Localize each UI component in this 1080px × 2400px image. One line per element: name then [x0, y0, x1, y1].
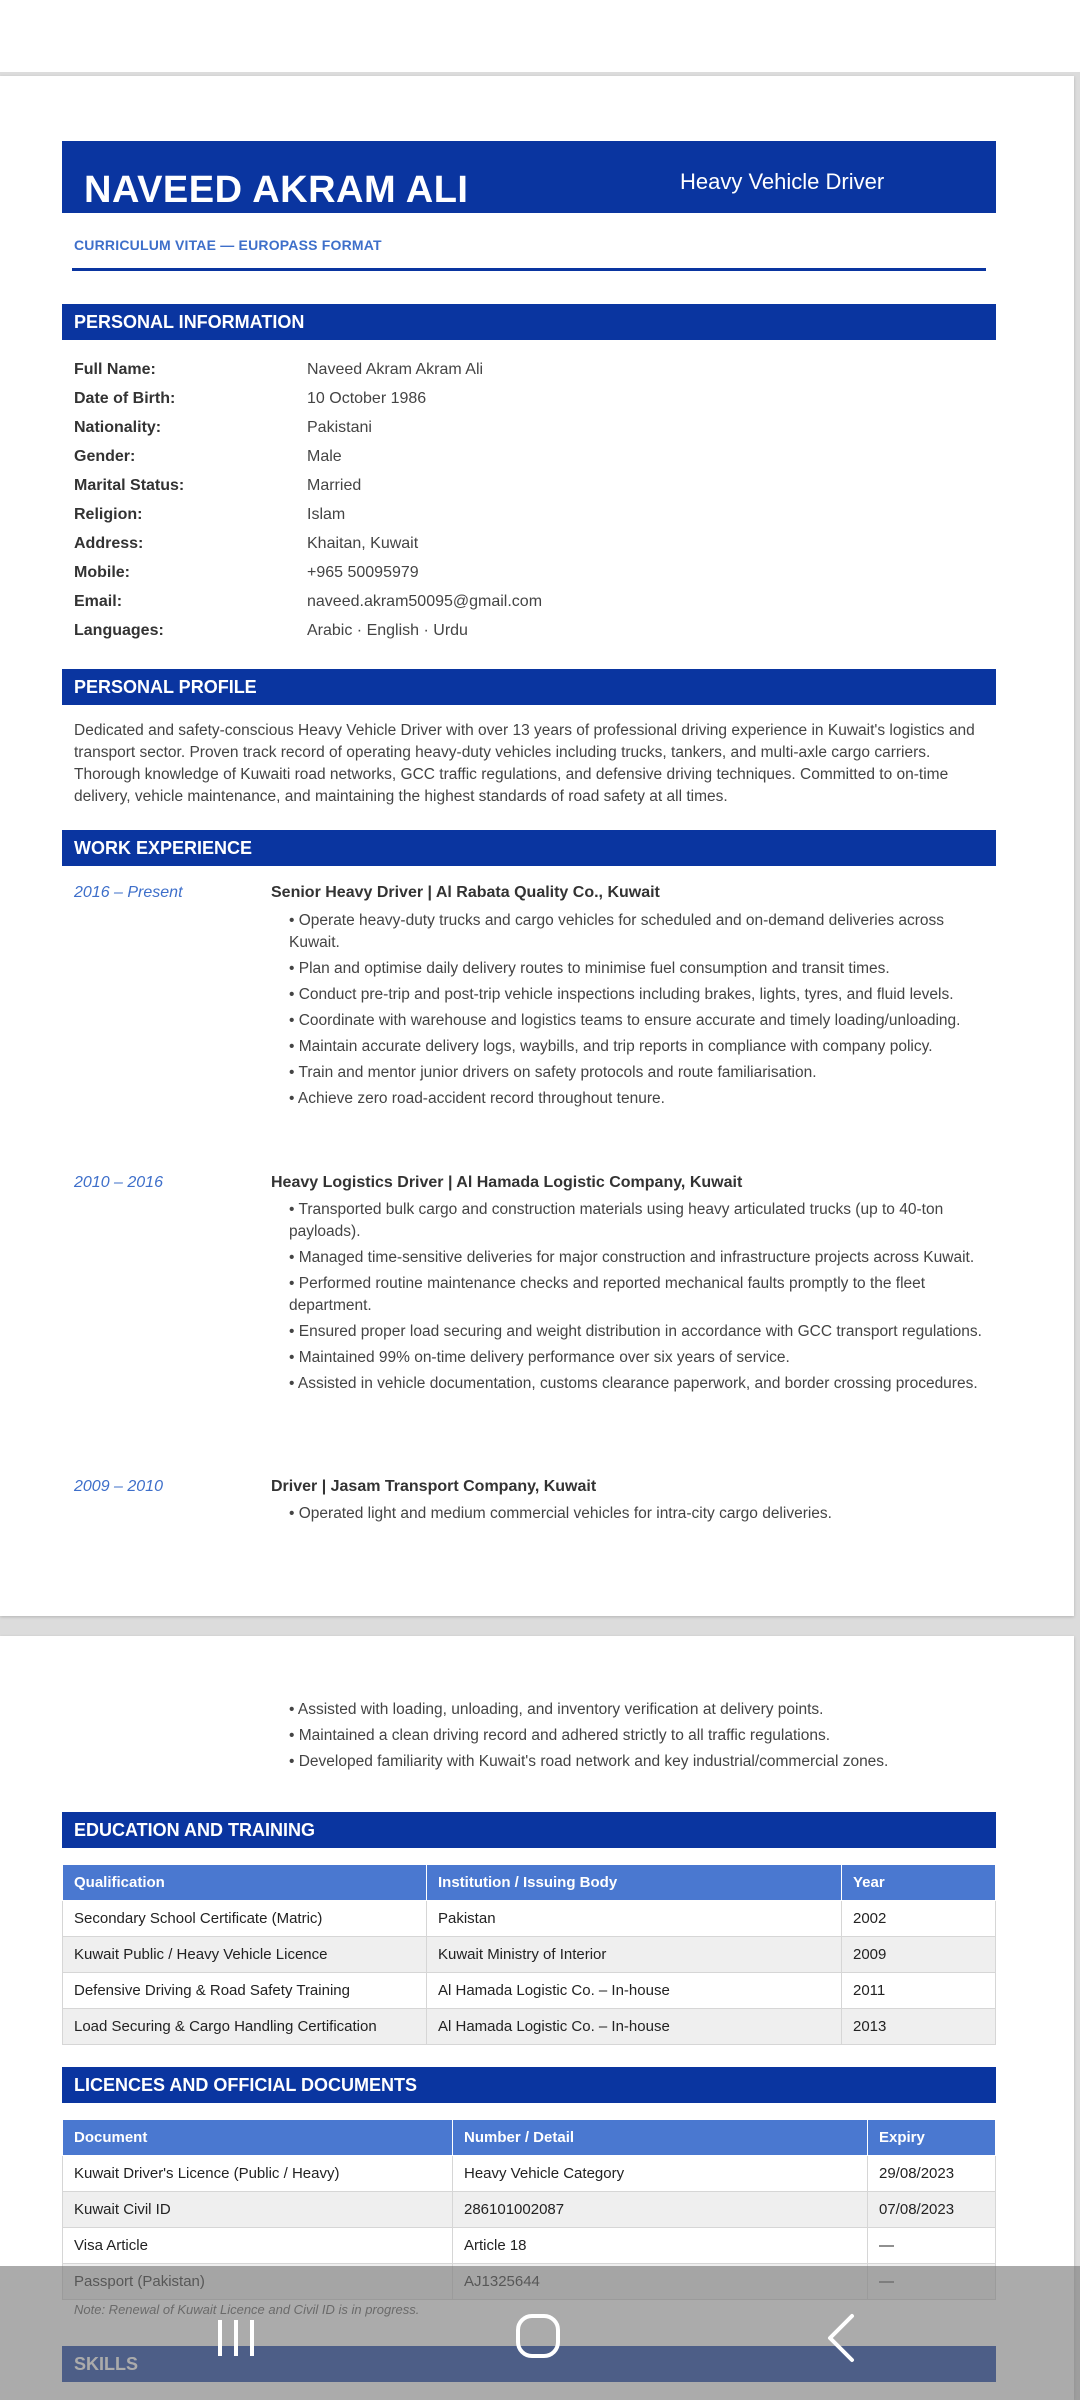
table-cell: Secondary School Certificate (Matric) [63, 1901, 427, 1937]
list-item: • Maintained a clean driving record and adhered strictly to all traffic regulations. [289, 1727, 831, 1744]
list-item: • Conduct pre-trip and post-trip vehicle inspections including brakes, lights, tyres, and fluid levels. [289, 986, 954, 1003]
table-cell: 2009 [842, 1937, 996, 1973]
column-header: Institution / Issuing Body [427, 1865, 842, 1901]
info-value: Married [307, 477, 362, 494]
viewer-top-area [0, 0, 1080, 72]
job-date: 2010 – 2016 [74, 1174, 163, 1191]
table-cell: Defensive Driving & Road Safety Training [63, 1973, 427, 2009]
info-value: Male [307, 448, 342, 465]
section-personal-profile: PERSONAL PROFILE [62, 669, 996, 705]
info-label: Gender: [74, 448, 136, 465]
info-value: Pakistani [307, 419, 372, 436]
info-row [74, 535, 974, 555]
info-value: Khaitan, Kuwait [307, 535, 419, 552]
table-cell: Pakistan [427, 1901, 842, 1937]
info-label: Date of Birth: [74, 390, 176, 407]
system-navigation-bar [0, 2266, 1080, 2400]
job-role: Driver | Jasam Transport Company, Kuwait [271, 1478, 597, 1495]
job-bullets [289, 910, 989, 1114]
table-row [63, 1973, 996, 2009]
table-cell: Al Hamada Logistic Co. – In-house [427, 2009, 842, 2045]
table-header-row [63, 2120, 996, 2156]
list-item: • Transported bulk cargo and construction materials using heavy articulated trucks (up to 40-ton payloads). [289, 1201, 944, 1240]
column-header: Expiry [868, 2120, 996, 2156]
list-item: • Maintained 99% on-time delivery performance over six years of service. [289, 1349, 790, 1366]
job-bullets-continued [289, 1699, 989, 1777]
column-header: Number / Detail [453, 2120, 868, 2156]
info-row [74, 477, 974, 497]
table-cell: Kuwait Civil ID [63, 2192, 453, 2228]
info-label: Religion: [74, 506, 143, 523]
table-cell: 2002 [842, 1901, 996, 1937]
list-item: • Assisted in vehicle documentation, customs clearance paperwork, and border crossing procedures. [289, 1375, 978, 1392]
list-item: • Performed routine maintenance checks and reported mechanical faults promptly to the fleet department. [289, 1275, 926, 1314]
info-label: Languages: [74, 622, 164, 639]
home-icon[interactable] [498, 2306, 578, 2366]
table-row [63, 2228, 996, 2264]
list-item: • Achieve zero road-accident record throughout tenure. [289, 1090, 665, 1107]
recent-apps-icon[interactable] [196, 2306, 276, 2366]
info-row [74, 506, 974, 526]
back-icon[interactable] [800, 2306, 880, 2366]
info-row [74, 361, 974, 381]
info-label: Address: [74, 535, 144, 552]
info-label: Mobile: [74, 564, 130, 581]
list-item: • Developed familiarity with Kuwait's road network and key industrial/commercial zones. [289, 1753, 889, 1770]
list-item: • Managed time-sensitive deliveries for major construction and infrastructure projects across Kuwait. [289, 1249, 975, 1266]
info-value: Arabic · English · Urdu [307, 622, 468, 639]
job-bullets [289, 1503, 989, 1529]
section-work-experience: WORK EXPERIENCE [62, 830, 996, 866]
profile-text: Dedicated and safety-conscious Heavy Vehicle Driver with over 13 years of professional driving experience in Kuwait's logistics and transport sector. Proven track record of operating heavy-duty vehicles including trucks, tankers, and multi-axle cargo carriers. Thorough knowledge of Kuwaiti road networks, GCC traffic regulations, and defensive driving techniques. Committed to on-time delivery, vehicle maintenance, and maintaining the highest standards of road safety at all times. [74, 722, 975, 805]
table-cell: Visa Article [63, 2228, 453, 2264]
info-value: 10 October 1986 [307, 390, 427, 407]
table-cell: Kuwait Driver's Licence (Public / Heavy) [63, 2156, 453, 2192]
info-value: Islam [307, 506, 346, 523]
table-header-row [63, 1865, 996, 1901]
table-row [63, 1937, 996, 1973]
table-cell: 2013 [842, 2009, 996, 2045]
info-row [74, 390, 974, 410]
job-date: 2016 – Present [74, 884, 183, 901]
list-item: • Coordinate with warehouse and logistics teams to ensure accurate and timely loading/unloading. [289, 1012, 961, 1029]
job-role: Senior Heavy Driver | Al Rabata Quality Co., Kuwait [271, 884, 660, 901]
info-row [74, 593, 974, 613]
info-value: Naveed Akram Akram Ali [307, 361, 484, 378]
list-item: • Maintain accurate delivery logs, waybills, and trip reports in compliance with company policy. [289, 1038, 933, 1055]
list-item: • Operated light and medium commercial vehicles for intra-city cargo deliveries. [289, 1505, 832, 1522]
section-licences: LICENCES AND OFFICIAL DOCUMENTS [62, 2067, 996, 2103]
job-bullets [289, 1199, 989, 1399]
section-personal-information: PERSONAL INFORMATION [62, 304, 996, 340]
table-cell: Heavy Vehicle Category [453, 2156, 868, 2192]
table-row [63, 2156, 996, 2192]
table-cell: Article 18 [453, 2228, 868, 2264]
table-cell: 286101002087 [453, 2192, 868, 2228]
info-row [74, 448, 974, 468]
info-row [74, 419, 974, 439]
info-label: Full Name: [74, 361, 156, 378]
job-role: Heavy Logistics Driver | Al Hamada Logistic Company, Kuwait [271, 1174, 743, 1191]
column-header: Year [842, 1865, 996, 1901]
table-cell: — [868, 2228, 996, 2264]
cv-format-label: CURRICULUM VITAE — EUROPASS FORMAT [74, 237, 382, 253]
column-header: Document [63, 2120, 453, 2156]
info-label: Nationality: [74, 419, 162, 436]
job-title: Heavy Vehicle Driver [680, 169, 885, 194]
table-cell: Kuwait Public / Heavy Vehicle Licence [63, 1937, 427, 1973]
list-item: • Assisted with loading, unloading, and inventory verification at delivery points. [289, 1701, 824, 1718]
table-row [63, 2192, 996, 2228]
name-banner [62, 141, 996, 213]
info-label: Marital Status: [74, 477, 185, 494]
info-row [74, 622, 974, 642]
info-row [74, 564, 974, 584]
table-row [63, 2009, 996, 2045]
list-item: • Train and mentor junior drivers on safety protocols and route familiarisation. [289, 1064, 817, 1081]
table-cell: Al Hamada Logistic Co. – In-house [427, 1973, 842, 2009]
list-item: • Ensured proper load securing and weight distribution in accordance with GCC transport regulations. [289, 1323, 982, 1340]
table-cell: Kuwait Ministry of Interior [427, 1937, 842, 1973]
email-value[interactable]: naveed.akram50095@gmail.com [307, 593, 543, 610]
section-education: EDUCATION AND TRAINING [62, 1812, 996, 1848]
education-table [62, 1864, 996, 2045]
list-item: • Operate heavy-duty trucks and cargo vehicles for scheduled and on-demand deliveries across Kuwait. [289, 912, 945, 951]
candidate-name: NAVEED AKRAM ALI [84, 169, 469, 211]
table-cell: 07/08/2023 [868, 2192, 996, 2228]
info-label: Email: [74, 593, 123, 610]
table-cell: 29/08/2023 [868, 2156, 996, 2192]
column-header: Qualification [63, 1865, 427, 1901]
header-divider [72, 268, 986, 271]
table-cell: 2011 [842, 1973, 996, 2009]
info-value: +965 50095979 [307, 564, 419, 581]
list-item: • Plan and optimise daily delivery routes to minimise fuel consumption and transit times. [289, 960, 890, 977]
table-cell: Load Securing & Cargo Handling Certification [63, 2009, 427, 2045]
job-date: 2009 – 2010 [74, 1478, 163, 1495]
table-row [63, 1901, 996, 1937]
